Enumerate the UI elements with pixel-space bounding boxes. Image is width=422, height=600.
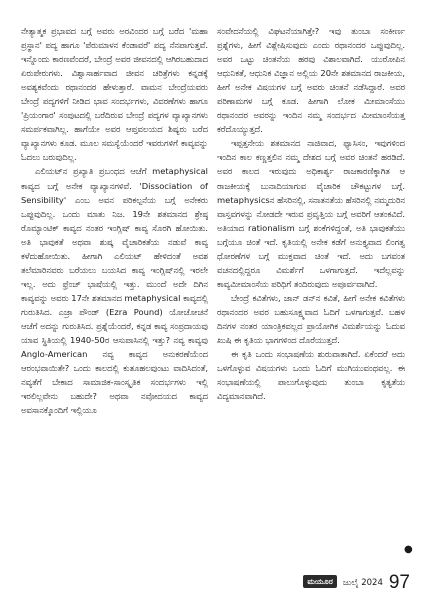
right-column: [217, 24, 405, 403]
paragraph: ಸಂವೇದನೆಯಲ್ಲಿ ವಿಘಟನೆಯಾಗಿತ್ತೇ? ಇವು ತುಂಬಾ ಸಂಕೀರ್ಣ ಪ್ರಶ್ನೆಗಳು, ಹೀಗೆ ವಿಶ್ಲೇಷಿಸುವುದು ಎಂದು ರಥಾನಂದರ ಒಪ್ಪುವುದಿಲ್ಲ. ಅವರ ಒಟ್ಟು ಚಿಂತನೆಯ ಹರವು ವಿಶಾಲವಾಗಿದೆ. ಯುರೋಪಿನ ಆಧುನಿಕತೆ, ಆಧುನಿಕ ವಿಜ್ಞಾನ ಅಲ್ಲಿಯ 20ನೇ ಶತಮಾನದ ರಾಜಕೀಯ, ಹೀಗೆ ಅನೇಕ ವಿಷಯಗಳ ಬಗ್ಗೆ ಅವರು ಚಿಂತನೆ ನಡೆಸಿದ್ದಾರೆ. ಅವರ ಪರಿಣಾಮಗಳ ಬಗ್ಗೆ ಕೂಡ. ಹೀಗಾಗಿ ಲೋಕ ಮೀಮಾಂಸೆಯು ರಥಾನಂದರ ಅವರನ್ನು ಇಂದಿನ ನಮ್ಮ ಸಂದರ್ಭದ ಮೀಮಾಂಸೆಯತ್ತ ಕರೆದೊಯ್ಯುತ್ತದೆ.: [217, 26, 405, 135]
paragraph: ಇಪ್ಪತ್ತನೇಯ ಶತಮಾನದ ನಾಜಿವಾದ, ಫ್ಯಾಸಿಸಂ, ಇವುಗಳಿಂದ ಇಂದಿನ ಕಾಲ ಕಣ್ಣತ್ತಲಿನ ನಮ್ಮ ದೇಶದ ಬಗ್ಗೆ ಅವರ ಚಿಂತನೆ ಹರಡಿದೆ. ಅವರ ಕಾಲದ ಇರುವುದು ಅಧಿಕಾರ್ಶ್ಯ ರಾಜಕಾರಣಿಕ್ಕಾಗಿತ ಆ ರಾಜಕೀಯಕ್ಕೆ ಬುನಾದಿಯಾಗುವ ವೈಚಾರಿಕ ಚೌಕಟ್ಟುಗಳ ಬಗ್ಗೆ. metaphysicsನ ಹೆಸರಿನಲ್ಲಿ, ಸನಾತನತೆಯ ಹೆಸರಿನಲ್ಲಿ ನಮ್ಮದುರಿನ ವಾಸ್ತವಗಳನ್ನು ನೋಡದೇ ಇರುವ ಪ್ರವೃತ್ತಿಯ ಬಗ್ಗೆ ಅವರಿಗೆ ಆತಂಕವಿದೆ. ಅತಿಯಾದ rationalism ಬಗ್ಗೆ ಶಂಕೆಗಳಿದ್ದಂತೆ, ಅತಿ ಭಾವುಕತೆಯು ಬಗ್ಗೆಯೂ ಚಿಂತೆ ಇದೆ. ಕೃತಿಯಲ್ಲಿ ಅನೇಕ ಕಡೆಗೆ ಅನುಕ್ತ್ಯವಾದ ಲಿಂಗತ್ವ ಧೋರಣೆಗಳ ಬಗ್ಗೆ ಮುಕ್ತವಾದ ಚಿಂತೆ ಇದೆ. ಅದು ಬಗವಂತ ವಚನದಲ್ಲಿದ್ದರೂ ವಿಮರ್ಶೆಗೆ ಒಳಗಾಗುತ್ತದೆ. ಇದೆಲ್ಲವನ್ನು ಕಾವ್ಯಮೀಮಾಂಸೆಯ ಪರಿಧಿಗೆ ತಂದಿರುವುದು ಅಪೂರ್ವವಾಗಿದೆ.: [217, 138, 405, 289]
end-of-article-mark: ●: [404, 544, 413, 555]
paragraph: ಈ ಕೃತಿ ಒಂದು ಸಂಭಾಷಣೆಯ ಶುರುವಾತಾಗಿದೆ. ಏಕೆಂದರೆ ಅದು ಒಳಗೊಳ್ಳುವ ವಿಷಯಗಳು ಒಂದು ಓದಿಗೆ ಮುಗಿಯುವಂಥವಲ್ಲ. ಈ ಸಂಭಾಷಣೆಯಲ್ಲಿ ಪಾಲುಗೊಳ್ಳುವುದು ತುಂಬಾ ಕೃತ್ಯತೆಯ ವಿದ್ಯಮಾನವಾಗಿದೆ.: [217, 349, 405, 402]
paragraph: ಬೇಂದ್ರೆ ಕವಿತೆಗಳು, ಜಾನ್ ಡನ್‌ನ ಕವಿತೆ, ಹೀಗೆ ಅನೇಕ ಕವಿತೆಗಳು ರಥಾನಂದರ ಅವರ ಬಹುಸೂಕ್ಷ್ಮವಾದ ಓದಿಗೆ ಒಳಗಾಗುತ್ತವೆ. ಬಹಳ ದಿನಗಳ ನಂತರ ಯಾಂತ್ರಿಕವಲ್ಲದ ಪ್ರಾಯೋಗಿಕ ವಿಮರ್ಶೆಯನ್ನು ಓದುವ ಖುಷಿ ಈ ಕೃತಿಯ ಭಾಗಗಳಿಂದ ದೊರೆಯುತ್ತದೆ.: [217, 292, 405, 346]
paragraph: ನೇತ್ಯಾತ್ಮಕ ಪ್ರಭಾವದ ಬಗ್ಗೆ ಅವರು ಅರವಿಂದರ ಬಗ್ಗೆ ಬರೆದ 'ಮಹಾ ಪ್ರಸ್ಥಾನ' ಪದ್ಯ ಹಾಗೂ 'ಪೆರುಮಾಳನ ಕೆಂಡಾವರೆ' ಪದ್ಯ ನೆನಪಾಗುತ್ತವೆ. ಇನ್ನೊಂದು ಕಾರಣವೆಂದರೆ, ಬೇಂದ್ರೆ ಅವರ ಜೀವನದಲ್ಲಿ ಆಗಿರಬಹುದಾದ ಏರುಪೇರುಗಳು. ವಿಶ್ವಾಸಾರ್ಹವಾದ ಜೀವನ ಚರಿತ್ರೆಗಳು ಕನ್ನಡಕ್ಕೆ ಅವಶ್ಯಕವೆಂದು ರಥಾನಂದರ ಹೇಳುತ್ತಾರೆ. ವಾಮನ ಬೇಂದ್ರೆಯವರು ಬೇಂದ್ರೆ ಪದ್ಯಗಳಿಗೆ ನೀಡಿದ ಭಾವ ಸಂದರ್ಭಗಳು, ವಿವರಣೆಗಳು ಹಾಗೂ 'ಪ್ರಿಯಂಗಾರ' ಸಂಪುಟದಲ್ಲಿ ಬರೆದಿರುವ ಬೇಂದ್ರೆ ಪದ್ಯಗಳ ವ್ಯಾಖ್ಯಾನಗಳು ಸಮರ್ಪಕವಾಗಿಲ್ಲ. ಹಾಗೆಯೇ ಅವರ ಆಪ್ತವಲಯದ ಶಿಷ್ಯರು ಬರೆದ ವ್ಯಾಖ್ಯಾನಗಳು ಕೂಡ. ಮೂಲ ಸಮಸ್ಯೆಯೆಂದರೆ ಇವರುಗಳಿಗೆ ಕಾವ್ಯವನ್ನು ಓದಲು ಬರುವುದಿಲ್ಲ.: [21, 26, 208, 163]
issue-date: ಜುಲೈ 2024: [342, 578, 383, 588]
left-column: [21, 24, 208, 417]
page-number: 97: [388, 572, 410, 593]
paragraph: ಎಲಿಯಟ್‌ನ ಪ್ರಖ್ಯಾತಿ ಪ್ರಬಂಧದ ಆಚೆಗೆ metaphysical ಕಾವ್ಯದ ಬಗ್ಗೆ ಅನೇಕ ವ್ಯಾಖ್ಯಾನಗಳಿವೆ. 'Dissociation of Sensibility' ಎಂಬ ಅವನ ಪರಿಕಲ್ಪನೆಯ ಬಗ್ಗೆ ಅನೇಕರು ಒಪ್ಪುವುದಿಲ್ಲ. ಒಂದು ಮಾತು ನಿಜ. 19ನೇ ಶತಮಾನದ ಶ್ರೇಷ್ಠ ರೊಮ್ಯಾಂಟಿಕ್ ಕಾವ್ಯದ ನಂತರ ಇಂಗ್ಲಿಷ್ ಕಾವ್ಯ ಸೊರಗಿ ಹೋಯಿತು. ಅತಿ ಭಾವುಕತೆ ಅಥವಾ ಶುಷ್ಕ ವೈಚಾರಿಕತೆಯ ನಡುವೆ ಕಾವ್ಯ ಕಳೆದುಹೋಯಿತು. ಹೀಗಾಗಿ ಎಲಿಯಟ್ ಹೇಳಿದಂತೆ ಅವಶ ತಲೆಮಾರಿನವರು ಬರೆಯಲು ಬಯಸಿದ ಕಾವ್ಯ ಇಂಗ್ಲಿಷ್‌ನಲ್ಲಿ ಇರಲೇ ಇಲ್ಲ. ಅದು ಫ್ರೆಂಚ್ ಭಾಷೆಯಲ್ಲಿ ಇತ್ತು. ಮುಂದೆ ಅದೇ ದಿಗಿನ ಕಾವ್ಯವನ್ನು ಅವರು 17ನೇ ಶತಮಾನದ metaphysical ಕಾವ್ಯದಲ್ಲಿ ಗುರುತಿಸಿದ. ಎಜ್ರಾ ಪೌಂಡ್ (Ezra Pound) ಯೋಚೋಚನೆ ಆಚೆಗೆ ಅದನ್ನು ಗುರುತಿಸಿದ. ಪ್ರಶ್ನೆಯೆಂದರೆ, ಕನ್ನಡ ಕಾವ್ಯ ಸಂಪ್ರದಾಯವು ಯಾವ ಸ್ಥಿತಿಯಲ್ಲಿ 1940-50ರ ಆಸುಪಾಸಿನಲ್ಲಿ ಇತ್ತು? ನವ್ಯ ಕಾವ್ಯವು Anglo-American ನವ್ಯ ಕಾವ್ಯದ ಅನುಕರಣೆಯೆಂದ ಆರಂಭವಾಯಿತೇ? ಒಂದು ಕಾಲದಲ್ಲಿ ಕುತೂಹಲವುಂಟು ವಾದಿಸಿದಂತೆ, ನವ್ಯತೆಗೆ ಬೇಕಾದ ಸಾಮಾಜಿಕ-ಸಾಂಸ್ಕೃತಿಕ ಸಂದರ್ಭಗಳು ಇಲ್ಲಿ ಇರಲಿಲ್ಲವೇನು ಬಹುದೇ? ಅಥವಾ ನವೋದಯದ ಕಾವ್ಯದ ಅವಸಾನಕ್ಕೊಂದಿಗೆ ಇಲ್ಲಿಯೂ: [21, 166, 208, 416]
magazine-logo: ಮಯೂರ: [303, 575, 337, 588]
page-footer: [303, 569, 410, 593]
